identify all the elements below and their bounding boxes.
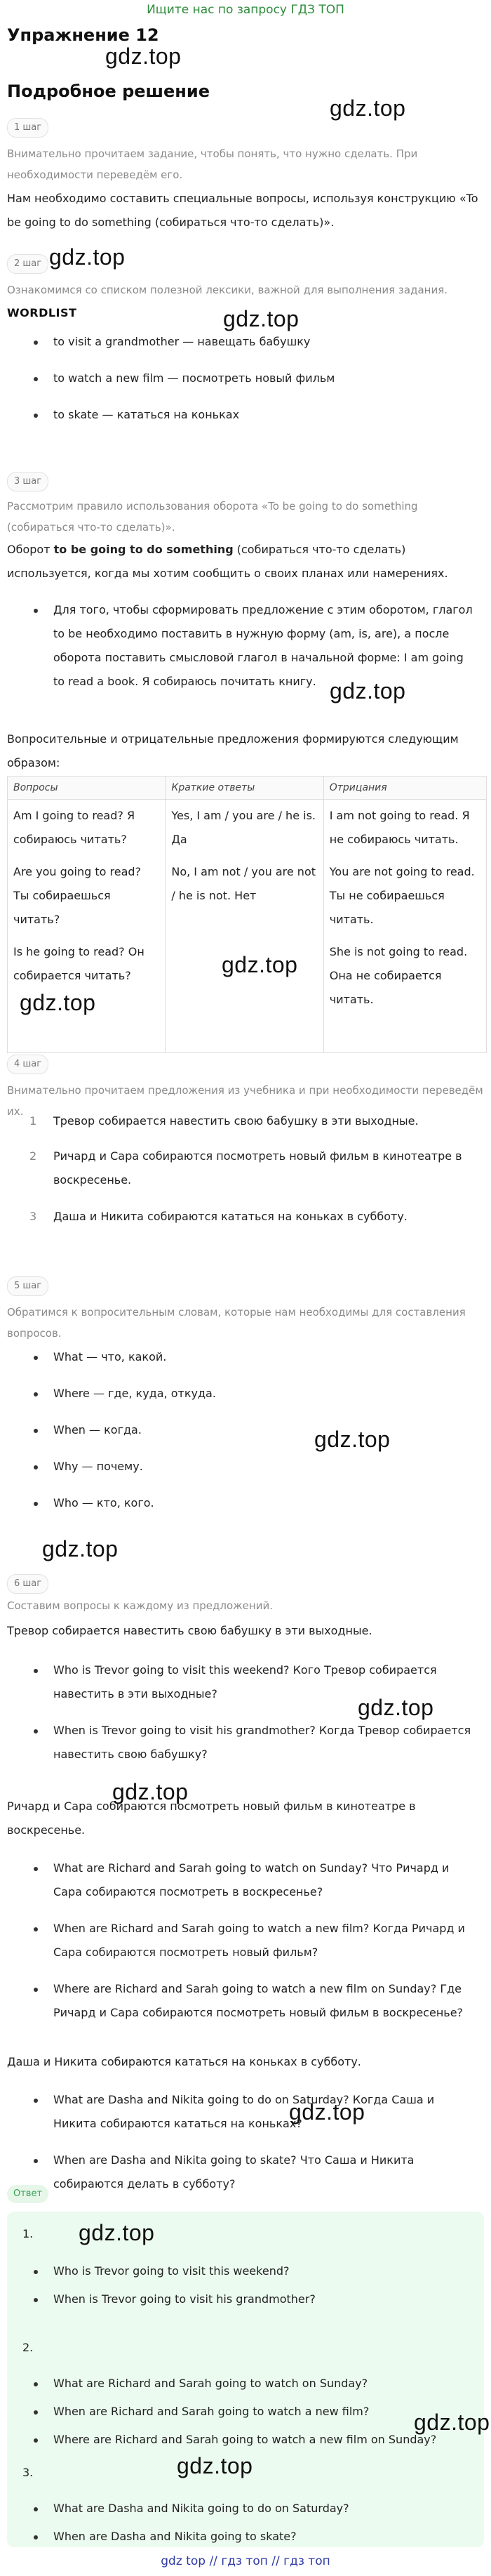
list-item: When is Trevor going to visit his grandmother? Когда Тревор собирается навестить свою бабушку? [21, 1719, 477, 1766]
list-item: What are Dasha and Nikita going to do on Saturday? Когда Саша и Никита собираются кататься на коньках? [21, 2088, 477, 2136]
answer-badge: Ответ [7, 2185, 48, 2203]
table-cell: Yes, I am / you are / he is. Да No, I am not / you are not / he is not. Нет [166, 800, 323, 1053]
step-badge-4: 4 шаг [7, 1055, 48, 1074]
bullet-icon [34, 1356, 38, 1360]
source-sentence: Ричард и Сара собираются посмотреть новый фильм в кинотеатре в воскресенье. [7, 1799, 416, 1837]
answer-number: 2. [22, 2341, 34, 2354]
bullet-icon [34, 341, 38, 345]
section-title: Подробное решение [7, 81, 210, 101]
step-badge-2: 2 шаг [7, 254, 48, 274]
watermark: gdz.top [112, 1779, 189, 1804]
bullet-icon [34, 1392, 38, 1396]
answer-number: 1. [22, 2227, 34, 2240]
bullet-icon [34, 1867, 38, 1871]
bullet-icon [34, 1729, 38, 1733]
list-item: to watch a new film — посмотреть новый фильм [21, 366, 477, 390]
list-item: 3 Даша и Никита собираются кататься на коньках в субботу. [29, 1210, 408, 1223]
bullet-icon [34, 1988, 38, 1992]
watermark: gdz.top [49, 244, 126, 270]
list-item: What are Richard and Sarah going to watch on Sunday? Что Ричард и Сара собираются посмотреть в воскресенье? [21, 1856, 477, 1904]
bullet-icon [34, 1502, 38, 1506]
answer-number: 3. [22, 2466, 34, 2479]
table-cell: Am I going to read? Я собираюсь читать? Are you going to read? Ты собираешься читать? Is he going to read? Он собирается читать? [8, 800, 166, 1053]
watermark: gdz.top [42, 1536, 119, 1561]
list-item: When are Dasha and Nikita going to skate? Что Саша и Никита собираются делать в субботу? [21, 2148, 477, 2196]
list-item: What are Dasha and Nikita going to do on Saturday? [21, 2497, 477, 2521]
list-item: Where are Richard and Sarah going to watch a new film on Sunday? Где Ричард и Сара собираются посмотреть новый фильм в воскресенье? [21, 1977, 477, 2025]
footer-link[interactable]: гдз топ [283, 2554, 330, 2568]
watermark: gdz.top [414, 2410, 490, 2435]
step-4-note: Внимательно прочитаем предложения из учебника и при необходимости переведём их. [7, 1084, 483, 1118]
step-2-note: Ознакомимся со списком полезной лексики, важной для выполнения задания. [7, 284, 448, 296]
bullet-icon [34, 2438, 38, 2443]
bullet-icon [34, 2382, 38, 2386]
bullet-icon [34, 2099, 38, 2103]
step-3-rule: Оборот to be going to do something (собираться что-то сделать) используется, когда мы хотим сообщить о своих планах или намерениях. [7, 543, 448, 580]
watermark: gdz.top [105, 44, 182, 69]
list-item: When are Dasha and Nikita going to skate? [21, 2525, 477, 2549]
list-item: Who is Trevor going to visit this weekend? [21, 2259, 477, 2283]
step-1-text: Нам необходимо составить специальные вопросы, используя конструкцию «To be going to do something (собираться что-то сделать)». [7, 192, 478, 229]
step-badge-6: 6 шаг [7, 1574, 48, 1594]
footer-link[interactable]: гдз топ [221, 2554, 268, 2568]
bullet-icon [34, 2410, 38, 2415]
list-item: What — что, какой. [21, 1345, 477, 1369]
step-badge-5: 5 шаг [7, 1276, 48, 1296]
bullet-icon [34, 2159, 38, 2163]
list-item: When are Richard and Sarah going to watch a new film? Когда Ричард и Сара собираются посмотреть новый фильм? [21, 1917, 477, 1964]
step-badge-3: 3 шаг [7, 472, 48, 491]
page-title: Упражнение 12 [7, 25, 159, 45]
step-5-note: Обратимся к вопросительным словам, которые нам необходимы для составления вопросов. [7, 1306, 466, 1340]
table-header: Вопросы [8, 777, 166, 800]
bullet-icon [34, 1429, 38, 1433]
watermark: gdz.top [79, 2220, 155, 2245]
list-item: What are Richard and Sarah going to watch on Sunday? [21, 2372, 477, 2396]
step-6-note: Составим вопросы к каждому из предложений. [7, 1599, 273, 1612]
source-sentence: Даша и Никита собираются кататься на коньках в субботу. [7, 2055, 361, 2068]
bullet-icon [34, 2298, 38, 2302]
watermark: gdz.top [330, 95, 406, 121]
source-sentence: Тревор собирается навестить свою бабушку в эти выходные. [7, 1624, 372, 1637]
watermark: gdz.top [20, 990, 96, 1015]
footer-link[interactable]: gdz top [161, 2554, 206, 2568]
watermark: gdz.top [223, 306, 300, 331]
list-item: to skate — кататься на коньках [21, 403, 477, 427]
table-cell: I am not going to read. Я не собираюсь читать. You are not going to read. Ты не собираешься читать. She is not going to read. Она не собирается читать. [323, 800, 486, 1053]
watermark: gdz.top [358, 1695, 434, 1720]
list-item: Для того, чтобы сформировать предложение с этим оборотом, глагол to be необходимо поставить в нужную форму (am, is, are), а после оборота поставить смысловой глагол в начальной форме: I am going to read a book. Я собираюсь почитать книгу. [21, 598, 477, 694]
bullet-icon [34, 414, 38, 418]
table-header: Краткие ответы [166, 777, 323, 800]
table-intro: Вопросительные и отрицательные предложения формируются следующим образом: [7, 732, 459, 770]
watermark: gdz.top [222, 952, 298, 977]
list-item: Where are Richard and Sarah going to watch a new film on Sunday? [21, 2428, 477, 2452]
search-hint-link[interactable]: Ищите нас по запросу ГДЗ ТОП [147, 3, 344, 17]
list-item: Why — почему. [21, 1455, 477, 1479]
list-item: Who is Trevor going to visit this weekend? Кого Тревор собирается навестить в эти выходные? [21, 1658, 477, 1706]
step-1-note: Внимательно прочитаем задание, чтобы понять, что нужно сделать. При необходимости переведём его. [7, 147, 418, 181]
bullet-icon [34, 609, 38, 613]
watermark: gdz.top [289, 2099, 365, 2125]
footer-separator: // [209, 2554, 217, 2568]
step-badge-1: 1 шаг [7, 118, 48, 138]
list-item: 1 Тревор собирается навестить свою бабушку в эти выходные. [29, 1114, 419, 1128]
bullet-icon [34, 377, 38, 381]
footer-links[interactable] [0, 2554, 491, 2568]
list-item: When — когда. [21, 1418, 477, 1442]
list-item: When are Richard and Sarah going to watch a new film? [21, 2400, 477, 2424]
bullet-icon [34, 2507, 38, 2511]
bullet-icon [34, 1465, 38, 1469]
watermark: gdz.top [330, 678, 406, 704]
bullet-icon [34, 1669, 38, 1673]
watermark: gdz.top [314, 1427, 391, 1452]
bullet-icon [34, 2270, 38, 2274]
watermark: gdz.top [177, 2453, 253, 2478]
bullet-icon [34, 2535, 38, 2539]
list-item: Who — кто, кого. [21, 1491, 477, 1515]
list-item: to visit a grandmother — навещать бабушку [21, 330, 477, 354]
wordlist-label: WORDLIST [7, 306, 77, 319]
list-item: When is Trevor going to visit his grandmother? [21, 2287, 477, 2311]
step-3-note: Рассмотрим правило использования оборота «To be going to do something (собираться что-то сделать)». [7, 500, 418, 534]
list-item: Where — где, куда, откуда. [21, 1382, 477, 1406]
table-header: Отрицания [323, 777, 486, 800]
footer-separator: // [271, 2554, 280, 2568]
bullet-icon [34, 1927, 38, 1931]
list-item: 2 Ричард и Сара собираются посмотреть новый фильм в кинотеатре в воскресенье. [29, 1149, 462, 1187]
